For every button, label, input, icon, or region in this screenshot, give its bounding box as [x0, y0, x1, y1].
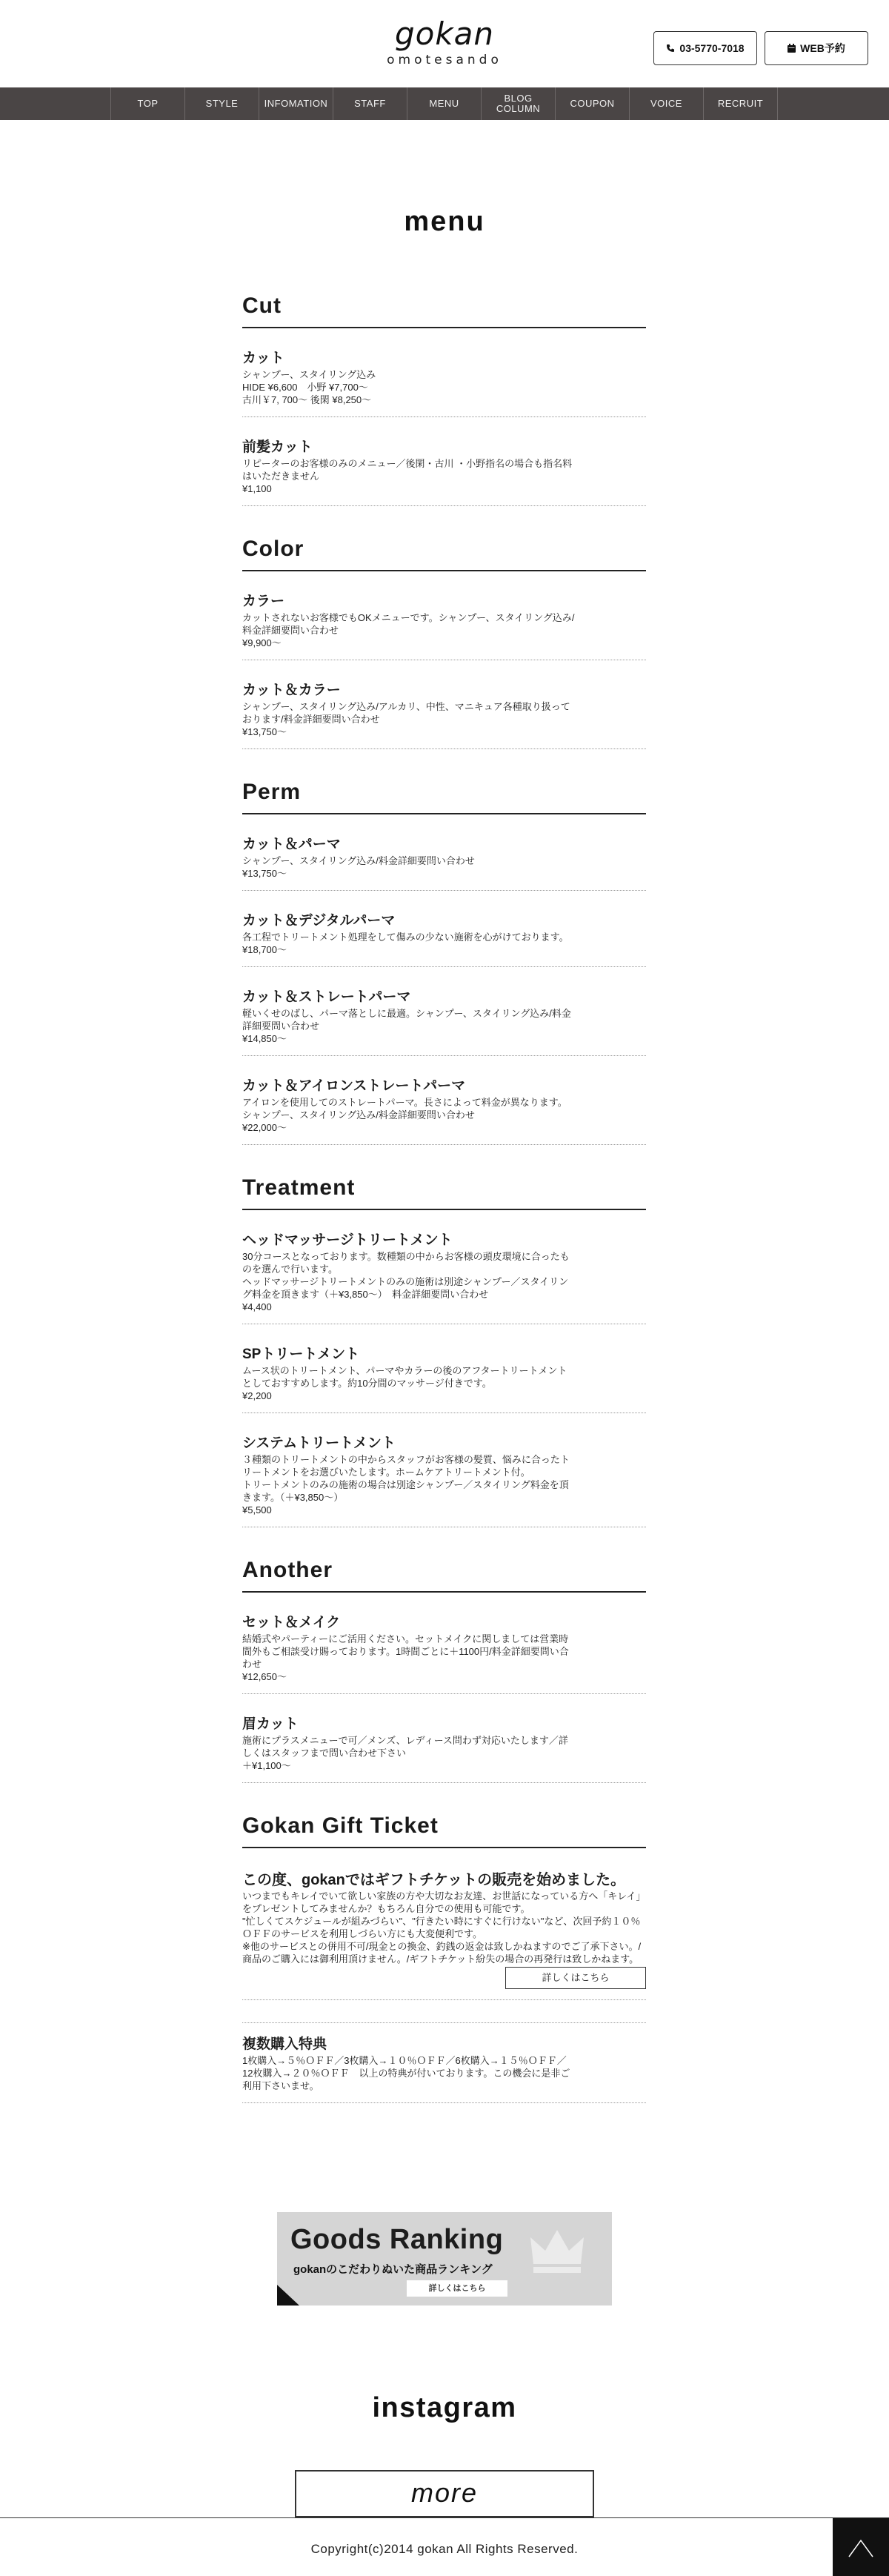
menu-item-price: ¥13,750〜 — [242, 726, 287, 737]
menu-item-desc: シャンプー、スタイリング込み/アルカリ、中性、マニキュア各種取り扱っております/料金詳細要問い合わせ — [242, 701, 570, 725]
section-title: Treatment — [242, 1175, 646, 1210]
menu-item-price: ¥18,700～ — [242, 944, 287, 955]
banner-corner — [277, 2285, 299, 2306]
menu-item-title: 前髪カット — [242, 439, 313, 455]
page-title: menu — [404, 206, 485, 237]
menu-item-desc: カットされないお客様でもOKメニューです。シャンプー、スタイリング込み/料金詳細要問い合わせ — [242, 612, 575, 636]
menu-item-title: カット＆デジタルパーマ — [242, 913, 396, 929]
menu-item-title: カラー — [242, 594, 285, 609]
web-reserve-button[interactable] — [765, 31, 868, 65]
global-nav — [0, 87, 889, 120]
tel-label: 03-5770-7018 — [679, 42, 745, 54]
menu-item — [242, 1078, 646, 1145]
instagram-title: instagram — [372, 2392, 517, 2423]
instagram-more-button[interactable]: more — [295, 2470, 594, 2517]
banner-details-button[interactable]: 詳しくはこちら — [407, 2280, 507, 2297]
nav-item[interactable]: MENU — [407, 87, 482, 120]
menu-item — [242, 1232, 646, 1324]
tel-button[interactable] — [653, 31, 757, 65]
menu-item-desc: ムース状のトリートメント、パーマやカラーの後のアフタートリートメントとしておすすめします。約10分間のマッサージ付きです。 — [242, 1365, 567, 1389]
menu-item — [242, 683, 646, 749]
gift-info — [242, 1870, 646, 2000]
menu-item — [242, 1716, 646, 1783]
menu-content — [242, 293, 646, 2133]
section-title: Another — [242, 1557, 646, 1593]
gift-heading: この度、gokanではギフトチケットの販売を始めました。 — [242, 1872, 626, 1888]
menu-item-title: カット＆ストレートパーマ — [242, 989, 411, 1005]
menu-item-desc: 軽いくせのばし、パーマ落としに最適。シャンプー、スタイリング込み/料金詳細要問い合わせ — [242, 1008, 571, 1032]
menu-item-title: SPトリートメント — [242, 1347, 360, 1362]
site-footer — [0, 2517, 889, 2575]
menu-section — [242, 1557, 646, 1783]
menu-item — [242, 1435, 646, 1527]
logo-sub-text: omotesando — [387, 53, 502, 67]
menu-section — [242, 1175, 646, 1527]
section-title: Perm — [242, 779, 646, 814]
menu-item-price: ¥4,400 — [242, 1301, 272, 1312]
banner-title: Goods Ranking — [290, 2224, 504, 2255]
menu-item-desc: 施術にプラスメニューで可／メンズ、レディース問わず対応いたします／詳しくはスタッフまで問い合わせ下さい — [242, 1735, 568, 1759]
gift-section — [242, 1813, 646, 2103]
menu-item-price: ¥1,100 — [242, 483, 272, 494]
menu-item — [242, 837, 646, 891]
section-title: Cut — [242, 293, 646, 328]
menu-item-title: 眉カット — [242, 1716, 299, 1732]
nav-item[interactable]: BLOG COLUMN — [482, 87, 556, 120]
menu-item — [242, 439, 646, 506]
gift-details-button[interactable]: 詳しくはこちら — [505, 1967, 646, 1989]
crown-icon — [527, 2225, 587, 2279]
menu-section — [242, 779, 646, 1145]
back-to-top-button[interactable] — [833, 2518, 889, 2576]
logo-main-text: gokan — [394, 16, 495, 52]
menu-item — [242, 1347, 646, 1413]
menu-item-desc: ３種類のトリートメントの中からスタッフがお客様の髪質、悩みに合ったトリートメントをお選びいたします。ホームケアトリートメント付。 トリートメントのみの施術の場合は別途シャンプー／スタイリング料金を頂きます。（＋¥3,850〜） — [242, 1454, 570, 1503]
nav-item[interactable]: VOICE — [630, 87, 704, 120]
gift-description: いつまでもキレイでいて欲しい家族の方や大切なお友達、お世話になっている方へ「キレイ」をプレゼントしてみませんか？もちろん自分での使用も可能です。 "忙しくてスケジュールが組みづらい"、"行きたい時にすぐに行けない"など、次回予約１０％ＯＦＦのサービスを利用しづらい方にも大変便利です。 ※他のサービスとの併用不可/現金との換金、釣銭の返金は致しかねますのでご了承下さい。/商品のご購入には御利用頂けません。/ギフトチケット紛失の場合の再発行は致しかねます。 — [242, 1890, 646, 1965]
menu-item-desc: シャンプー、スタイリング込み HIDE ¥6,600 小野 ¥7,700～ 古川￥7, 700～ 後閑 ¥8,250～ — [242, 369, 376, 405]
menu-item-title: セット＆メイク — [242, 1615, 341, 1630]
menu-item-price: ¥5,500 — [242, 1504, 272, 1516]
menu-item-title: カット＆パーマ — [242, 837, 341, 852]
menu-item — [242, 1615, 646, 1694]
menu-item-desc: 各工程でトリートメント処理をして傷みの少ない施術を心がけております。 — [242, 932, 569, 943]
menu-item-desc: リピーターのお客様のみのメニュー／後閑・古川 ・小野指名の場合も指名料はいただきません — [242, 458, 573, 482]
nav-list — [110, 87, 778, 120]
menu-item-title: システムトリートメント — [242, 1435, 396, 1451]
banner-subtitle: gokanのこだわりぬいた商品ランキング — [293, 2263, 493, 2276]
menu-item-price: ¥13,750～ — [242, 868, 287, 879]
section-title: Color — [242, 536, 646, 571]
menu-item-title: カット — [242, 351, 284, 366]
menu-item-price: ¥22,000～ — [242, 1122, 287, 1133]
menu-item-title: カット＆カラー — [242, 683, 341, 698]
menu-sections — [242, 293, 646, 1783]
copyright-text: Copyright(c)2014 gokan All Rights Reserved. — [310, 2542, 579, 2556]
menu-section — [242, 536, 646, 749]
gift-section-title: Gokan Gift Ticket — [242, 1813, 646, 1848]
menu-item-desc: 30分コースとなっております。数種類の中からお客様の頭皮環境に合ったものを選んで行います。 ヘッドマッサージトリートメントのみの施術は別途シャンプー／スタイリング料金を頂きます（＋¥3,850～） 料金詳細要問い合わせ — [242, 1251, 570, 1300]
menu-item-price: ¥2,200 — [242, 1390, 272, 1401]
nav-item[interactable]: INFOMATION — [259, 87, 333, 120]
web-reserve-label: WEB予約 — [800, 42, 845, 54]
menu-item — [242, 989, 646, 1056]
menu-item — [242, 594, 646, 660]
arrow-up-icon — [848, 2534, 874, 2561]
multi-purchase-title: 複数購入特典 — [242, 2036, 327, 2052]
nav-item[interactable]: RECRUIT — [704, 87, 778, 120]
menu-item-desc: 結婚式やパーティーにご活用ください。セットメイクに関しましては営業時間外もご相談受け賜っております。1時間ごとに＋1100円/料金詳細要問い合わせ — [242, 1633, 569, 1670]
nav-item[interactable]: TOP — [111, 87, 185, 120]
menu-item-title: ヘッドマッサージトリートメント — [242, 1232, 453, 1248]
nav-item[interactable]: STAFF — [333, 87, 407, 120]
site-header — [0, 0, 889, 87]
menu-item-title: カット＆アイロンストレートパーマ — [242, 1078, 466, 1094]
multi-purchase-item — [242, 2022, 646, 2103]
goods-ranking-banner[interactable] — [277, 2212, 612, 2306]
menu-item-price: ¥14,850～ — [242, 1033, 287, 1044]
menu-item-price: ¥9,900～ — [242, 637, 282, 648]
menu-item-price: ＋¥1,100～ — [242, 1760, 291, 1771]
nav-item[interactable]: COUPON — [556, 87, 630, 120]
menu-item — [242, 913, 646, 967]
calendar-icon — [788, 44, 796, 53]
phone-icon — [666, 44, 675, 53]
menu-item-desc: シャンプー、スタイリング込み/料金詳細要問い合わせ — [242, 855, 475, 866]
menu-item-desc: アイロンを使用してのストレートパーマ。長さによって料金が異なります。シャンプー、スタイリング込み/料金詳細要問い合わせ — [242, 1097, 567, 1121]
multi-purchase-desc: 1枚購入→５％ＯＦＦ／3枚購入→１０％ＯＦＦ／6枚購入→１５％ＯＦＦ／12枚購入→２０％ＯＦＦ 以上の特典が付いております。この機会に是非ご利用下さいませ。 — [242, 2055, 570, 2091]
nav-item[interactable]: STYLE — [185, 87, 259, 120]
menu-section — [242, 293, 646, 506]
menu-item-price: ¥12,650〜 — [242, 1671, 287, 1682]
menu-item — [242, 351, 646, 417]
